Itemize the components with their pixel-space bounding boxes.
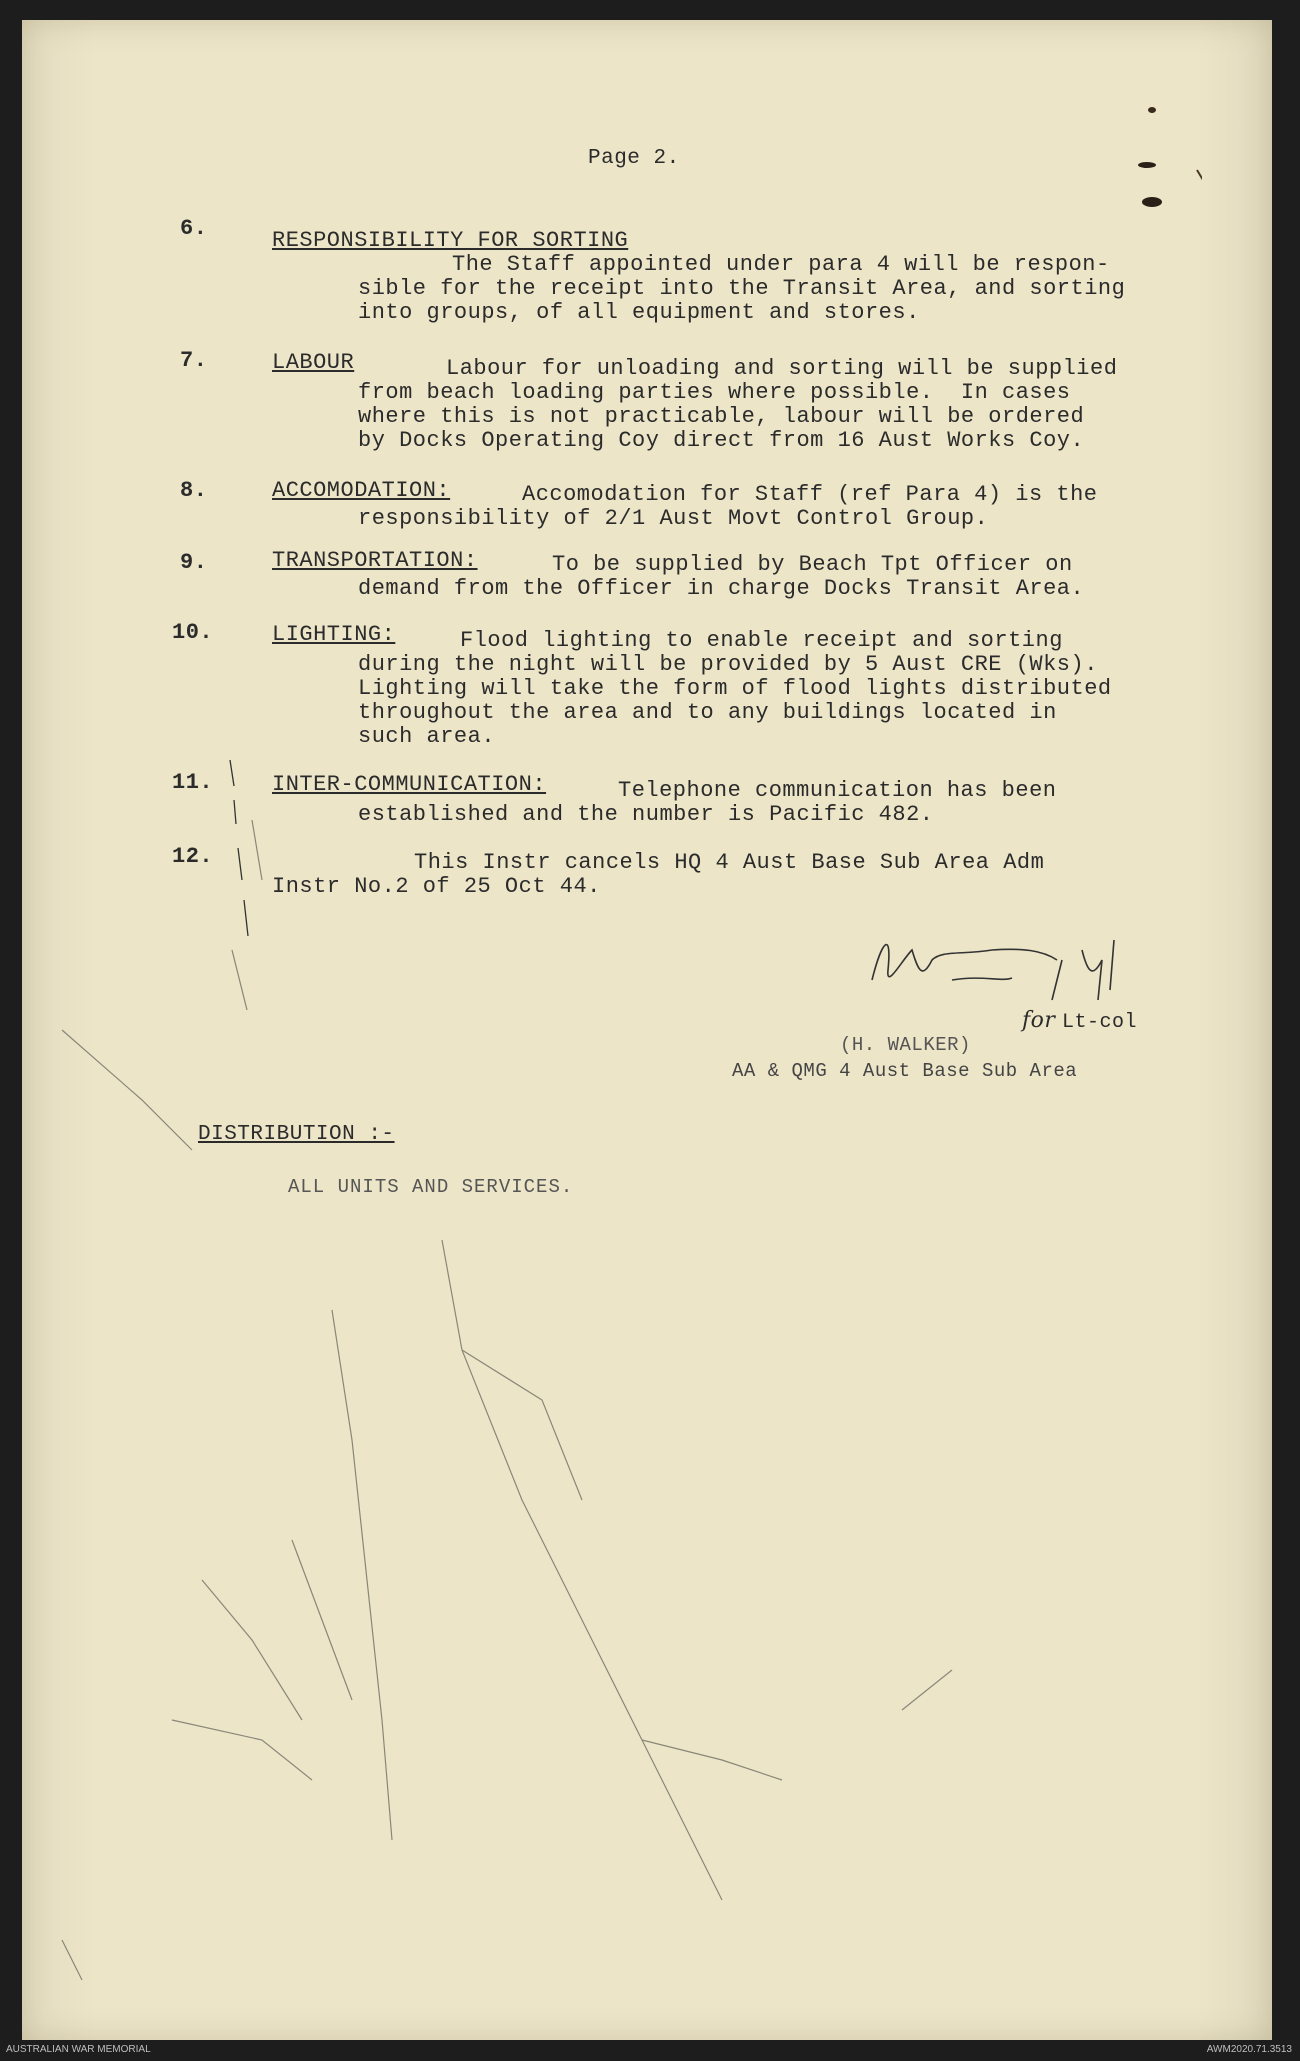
item-number: 7. [180,348,208,373]
item-text-line: responsibility of 2/1 Aust Movt Control Group. [358,506,989,531]
item-text-line: Accomodation for Staff (ref Para 4) is the [522,482,1098,507]
item-number: 11. [172,770,214,795]
archive-label: AUSTRALIAN WAR MEMORIAL [6,2044,151,2055]
item-text-line: from beach loading parties where possible. In cases [358,380,1071,405]
item-heading: TRANSPORTATION: [272,548,478,573]
archive-id: AWM2020.71.3513 [1206,2044,1292,2055]
item-text-line: where this is not practicable, labour will be ordered [358,404,1085,429]
item-text-line: This Instr cancels HQ 4 Aust Base Sub Area Adm [414,850,1045,875]
margin-marks [222,760,282,940]
item-number: 6. [180,216,208,241]
item-heading: ACCOMODATION: [272,478,451,503]
item-text-line: during the night will be provided by 5 Aust CRE (Wks). [358,652,1098,677]
item-heading: INTER-COMMUNICATION: [272,772,547,797]
page-header: Page 2. [588,147,680,170]
item-number: 9. [180,550,208,575]
item-number: 8. [180,478,208,503]
item-text-line: Flood lighting to enable receipt and sorting [460,628,1063,653]
item-text-line: demand from the Officer in charge Docks Transit Area. [358,576,1085,601]
item-text-line: To be supplied by Beach Tpt Officer on [552,552,1073,577]
signatory-title: AA & QMG 4 Aust Base Sub Area [732,1060,1078,1082]
item-text-line: Lighting will take the form of flood lights distributed [358,676,1112,701]
distribution-list: ALL UNITS AND SERVICES. [288,1176,574,1198]
item-text-line: throughout the area and to any buildings located in [358,700,1057,725]
item-text-line: established and the number is Pacific 482. [358,802,934,827]
distribution-heading: DISTRIBUTION :- [198,1123,395,1146]
item-number: 12. [172,844,214,869]
item-heading: LIGHTING: [272,622,396,647]
document-page [22,20,1272,2040]
item-text-line: sible for the receipt into the Transit Area, and sorting [358,276,1126,301]
item-text-line: The Staff appointed under para 4 will be respon- [452,252,1110,277]
signatory-name: (H. WALKER) [840,1034,971,1056]
item-text-line: into groups, of all equipment and stores. [358,300,920,325]
item-text-line: such area. [358,724,496,749]
item-heading: LABOUR [272,350,355,375]
item-heading: RESPONSIBILITY FOR SORTING [272,228,629,253]
item-text-line: by Docks Operating Coy direct from 16 Aust Works Coy. [358,428,1085,453]
signature-rank: Lt-col [1062,1011,1138,1034]
item-text-line: Telephone communication has been [618,778,1057,803]
signature-for: for [1022,1008,1056,1033]
ink-specks [1102,80,1202,220]
item-number: 10. [172,620,214,645]
item-text-line: Instr No.2 of 25 Oct 44. [272,874,601,899]
item-text-line: Labour for unloading and sorting will be supplied [446,356,1118,381]
